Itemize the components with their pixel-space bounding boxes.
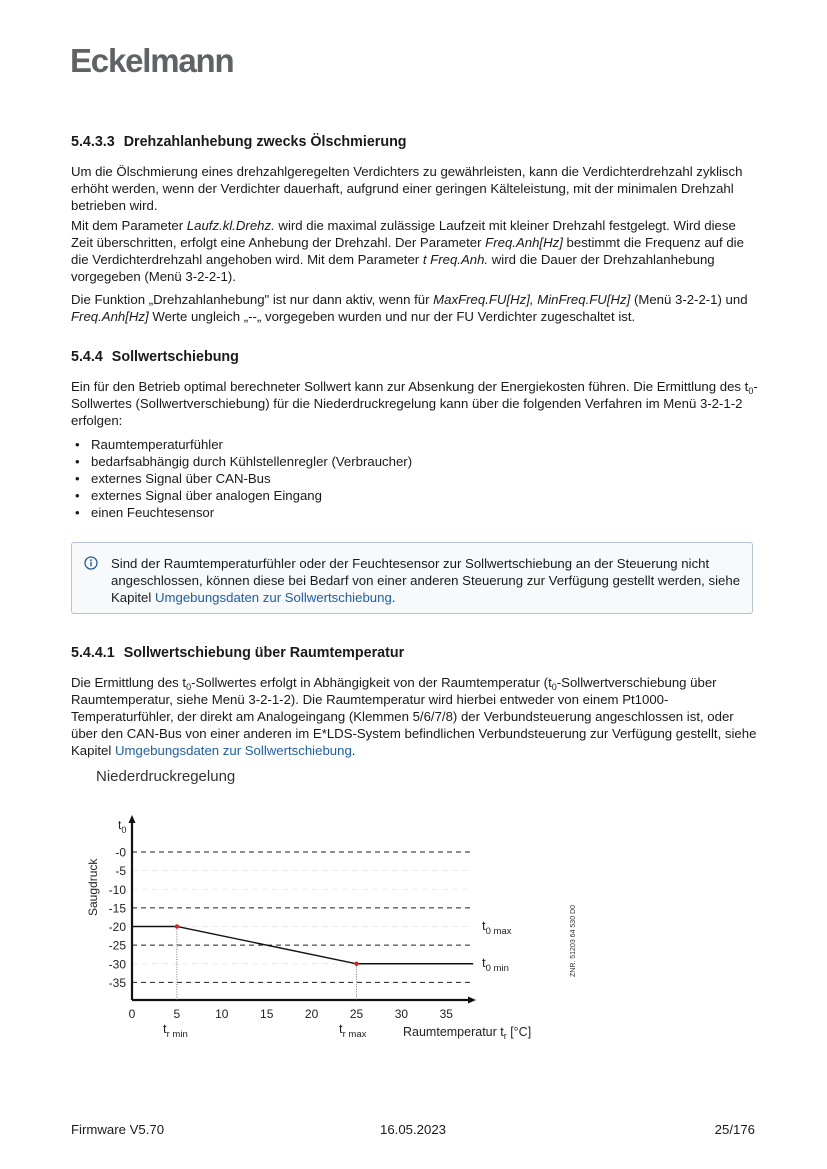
x-tick-label: 30 (394, 1007, 409, 1021)
chapter-link[interactable]: Umgebungsdaten zur Sollwertschiebung (115, 743, 352, 758)
list-item: • bedarfsabhängig durch Kühlstellenregler (Verbraucher) (71, 453, 412, 470)
tr-max-label: $t_{r max}$ (339, 1021, 367, 1040)
chart-series-line (132, 924, 473, 1000)
y-tick-label: -25 (108, 938, 126, 953)
y-tick-label: -20 (108, 920, 126, 934)
chart-gridlines (132, 852, 470, 982)
text: Die Ermittlung des t (71, 675, 187, 690)
text: . (391, 590, 396, 605)
section-number: 5.4.3.3 (71, 134, 115, 150)
subscript: 0 (186, 682, 192, 692)
section-number: 5.4.4 (71, 349, 103, 365)
data-point-marker (354, 962, 358, 966)
text: -Sollwertverschiebung über Raumtemperatur, siehe Menü 3-2-1-2). Die Raumtemperatur wird hierbei entweder von einem Pt1000-Temperaturfühler, der direkt am Analogeingang (Klemmen 5/6/7/8) der Verbundsteuerung angeschlossen ist, oder über den CAN-Bus von einer anderen im E*LDS-System befindlichen Verbundsteuerung zur Verfügung gestellt, siehe Kapitel (71, 675, 757, 758)
parameter-name: Freq.Anh[Hz] (71, 309, 149, 324)
eckelmann-logo: Eckelmann (70, 42, 234, 79)
x-tick-label: 20 (304, 1007, 319, 1021)
text: Ein für den Betrieb optimal berechneter Sollwert kann zur Absenkung der Energiekosten führen. Die Ermittlung des t (71, 379, 749, 394)
list-item: • externes Signal über CAN-Bus (71, 470, 412, 487)
y-tick-label: -35 (108, 975, 126, 990)
y-axis-label: Saugdruck (86, 858, 100, 916)
x-tick-label: 15 (260, 1007, 274, 1021)
text: (Menü 3-2-2-1) und (630, 292, 748, 307)
text: bestimmt die Frequenz auf die die Verdichterdrehzahl angehoben wird. Mit dem Parameter (71, 235, 744, 267)
data-point-marker (175, 924, 179, 928)
text: -Sollwertes (Sollwertverschiebung) für die Niederdruckregelung kann über die folgenden Verfahren im Menü 3-2-1-2 erfolgen: (71, 379, 758, 428)
drawing-id: ZNR. 51203 64 530 D0 (570, 905, 577, 977)
section-title: Sollwertschiebung über Raumtemperatur (123, 645, 405, 661)
section-number: 5.4.4.1 (71, 645, 115, 661)
tr-min-label: $t_{r min}$ (163, 1021, 188, 1040)
footer-page-number: 25/176 (714, 1122, 755, 1137)
list-item: • einen Feuchtesensor (71, 504, 412, 521)
text: Werte ungleich „--„ vorgegeben wurden und nur der FU Verdichter zugeschaltet ist. (148, 309, 636, 324)
text: Die Funktion „Drehzahlanhebung" ist nur dann aktiv, wenn für (71, 292, 434, 307)
x-tick-label: 35 (439, 1007, 453, 1021)
t0-min-label: $t_{0 min}$ (482, 955, 509, 974)
text: wird die maximal zulässige Laufzeit mit kleiner Drehzahl festgelegt. Wird diese Zeit überschritten, erfolgt eine Anhebung der Drehzahl. Der Parameter (71, 218, 736, 250)
text: Sind der Raumtemperaturfühler oder der Feuchtesensor zur Sollwertschiebung an der Steuerung nicht angeschlossen, können diese bei Bedarf von einer anderen Steuerung zur Verfügung gestellt werden, siehe Kapitel (111, 556, 741, 605)
chart-labels (86, 818, 577, 1041)
list-item: • Raumtemperaturfühler (71, 436, 412, 453)
y-tick-label: -5 (115, 864, 126, 879)
x-tick-label: 25 (349, 1007, 364, 1021)
parameter-name: MaxFreq.FU[Hz], MinFreq.FU[Hz] (433, 292, 631, 307)
chart-title: Niederdruckregelung (96, 768, 236, 785)
parameter-name: Freq.Anh[Hz] (485, 235, 563, 250)
footer-firmware: Firmware V5.70 (71, 1122, 165, 1137)
chapter-link[interactable]: Umgebungsdaten zur Sollwertschiebung (155, 590, 392, 605)
parameter-name: Laufz.kl.Drehz. (186, 218, 275, 233)
chart-axes (129, 815, 477, 1004)
x-tick-label: 5 (173, 1007, 181, 1021)
footer-date: 16.05.2023 (380, 1122, 447, 1137)
section-title: Sollwertschiebung (111, 349, 239, 365)
y-axis-arrow-icon (129, 815, 136, 823)
paragraph: Um die Ölschmierung eines drehzahlgeregelten Verdichters zu gewährleisten, kann die Verdichterdrehzahl zyklisch erhöht werden, wenn der Verdichter dauerhaft, aufgrund einer geringen Kälteleistung, mit der minimalen Drehzahl betrieben wird. (71, 164, 743, 213)
x-tick-label: 10 (215, 1007, 229, 1021)
y-tick-label: -10 (108, 882, 126, 897)
y-axis-symbol: $t_0$ (118, 818, 127, 835)
subscript: 0 (748, 386, 754, 396)
y-tick-label: -15 (108, 901, 126, 916)
list-item: • externes Signal über analogen Eingang (71, 487, 412, 504)
y-tick-label: -30 (108, 957, 126, 972)
x-tick-label: 0 (128, 1007, 136, 1021)
subscript: 0 (551, 682, 557, 692)
x-axis-label: Raumtemperatur $t_r$ [°C] (403, 1025, 532, 1041)
section-title: Drehzahlanhebung zwecks Ölschmierung (123, 134, 407, 150)
parameter-name: t Freq.Anh. (422, 252, 489, 267)
t0-max-label: $t_{0 max}$ (482, 918, 512, 937)
text: Mit dem Parameter (71, 218, 187, 233)
text: . (351, 743, 356, 758)
text: -Sollwertes erfolgt in Abhängigkeit von der Raumtemperatur (t (191, 675, 552, 690)
x-axis-arrow-icon (468, 997, 476, 1004)
y-tick-label: -0 (115, 845, 126, 860)
text: wird die Dauer der Drehzahlanhebung vorgegeben (Menü 3-2-2-1). (71, 252, 715, 284)
